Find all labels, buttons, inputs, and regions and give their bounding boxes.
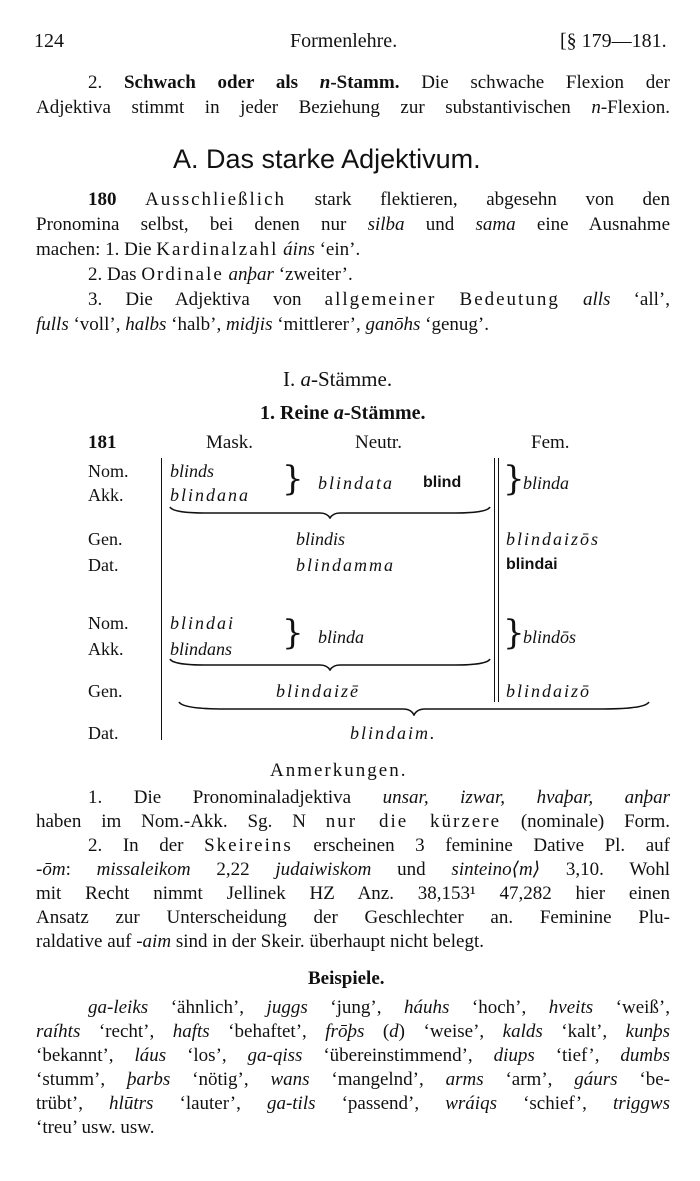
- gothic-word: juggs: [266, 997, 308, 1018]
- gothic-word: þarbs: [127, 1069, 171, 1090]
- gloss-text: ‘mangelnd’,: [309, 1069, 446, 1090]
- gothic-word: raíhts: [36, 1021, 81, 1042]
- gloss-text: ‘lauter’,: [153, 1093, 267, 1114]
- anm-line-3: 2. In der Skeireins erscheinen 3 feminine Dative Pl. auf: [88, 835, 671, 856]
- gloss-text: ) ‘weise’,: [398, 1021, 503, 1042]
- page-number: 124: [34, 30, 64, 52]
- pl-akk-m: blindans: [170, 639, 233, 659]
- beispiele-title: Beispiele.: [308, 968, 385, 989]
- p180-line-1: 180 Ausschließlich stark flektieren, abgesehn von den: [88, 189, 670, 210]
- gloss-text: ‘jung’,: [307, 997, 404, 1018]
- gloss-text: ‘stumm’,: [36, 1069, 127, 1090]
- sg-gen-f: blindaizōs: [506, 529, 601, 549]
- gloss-text: ‘recht’,: [80, 1021, 173, 1042]
- beispiele-line-3: [36, 1044, 670, 1068]
- row-pl-gen: Gen.: [88, 681, 123, 701]
- row-pl-dat: Dat.: [88, 723, 119, 743]
- gothic-word: hlūtrs: [109, 1093, 154, 1114]
- gloss-text: ‘schief’,: [496, 1093, 613, 1114]
- p180-line-5: 3. Die Adjektiva von allgemeiner Bedeutung alls ‘all’,: [88, 289, 671, 310]
- pl-nom-m: blindai: [170, 613, 236, 633]
- gloss-text: ‘bekannt’,: [36, 1045, 135, 1066]
- rule-left: [161, 458, 162, 740]
- anm-line-2: haben im Nom.-Akk. Sg. N nur die kürzere (nominale) Form.: [36, 811, 671, 832]
- sg-akk-m: blindana: [170, 485, 251, 505]
- gothic-word: wans: [270, 1069, 310, 1090]
- row-sg-dat: Dat.: [88, 555, 119, 575]
- gothic-word: ga-leiks: [88, 997, 149, 1018]
- anm-line-7: raldative auf -aim sind in der Skeir. überhaupt nicht belegt.: [36, 931, 484, 952]
- sg-nom-akk-f: blinda: [523, 473, 570, 493]
- gothic-word: kalds: [502, 1021, 543, 1042]
- schwach-line-2: Adjektiva stimmt in jeder Beziehung zur substantivischen n-Flexion.: [36, 97, 670, 118]
- gothic-word: triggws: [612, 1093, 670, 1114]
- gothic-word: hveits: [548, 997, 594, 1018]
- sg-nom-m: blinds: [170, 461, 215, 481]
- gothic-word: d: [389, 1021, 399, 1042]
- pl-gen-f: blindaizō: [506, 681, 592, 701]
- brace-pl-m: }: [282, 613, 304, 653]
- gothic-word: hafts: [172, 1021, 210, 1042]
- anm-line-5: mit Recht nimmt Jellinek HZ Anz. 38,153¹ 47,282 hier einen: [36, 883, 670, 904]
- heading-reine-a-staemme: 1. Reine a-Stämme.: [260, 402, 426, 424]
- sg-dat-f: blindai: [506, 556, 558, 573]
- col-mask: Mask.: [206, 432, 253, 453]
- gothic-word: dumbs: [620, 1045, 670, 1066]
- table-number: 181: [88, 432, 117, 453]
- brace-sg-m: }: [282, 459, 304, 499]
- heading-a-staemme: I. a-Stämme.: [283, 367, 393, 391]
- beispiele-line-4: [36, 1068, 670, 1092]
- rule-right-2: [498, 458, 499, 702]
- sg-dat-mn: blindamma: [296, 555, 395, 575]
- row-sg-akk: Akk.: [88, 485, 124, 505]
- gloss-text: ‘kalt’,: [542, 1021, 626, 1042]
- gloss-text: ‘hoch’,: [449, 997, 549, 1018]
- pl-nom-akk-f: blindōs: [523, 627, 577, 647]
- brace-pl-f: }: [503, 613, 525, 653]
- col-fem: Fem.: [531, 432, 570, 453]
- anmerkungen-title: Anmerkungen.: [270, 760, 408, 781]
- anm-line-4: -ōm: missaleikom 2,22 judaiwiskom und sinteino⟨m⟩ 3,10. Wohl: [36, 859, 671, 880]
- sg-nom-akk-n: blindata: [318, 473, 395, 493]
- gloss-text: (: [364, 1021, 390, 1042]
- gloss-text: ‘übereinstimmend’,: [302, 1045, 494, 1066]
- pl-gen-mn: blindaizē: [276, 681, 360, 701]
- beispiele-line-2: [36, 1020, 670, 1044]
- p180-line-3: machen: 1. Die Kardinalzahl áins ‘ein’.: [36, 239, 361, 260]
- brace-sg-f: }: [503, 459, 525, 499]
- gothic-word: arms: [445, 1069, 484, 1090]
- underbrace-sg: [165, 505, 495, 519]
- schwach-line-1: 2. Schwach oder als n-Stamm. Die schwache Flexion der: [88, 72, 670, 93]
- row-pl-nom: Nom.: [88, 613, 129, 633]
- gothic-word: láus: [134, 1045, 167, 1066]
- gothic-word: wráiqs: [445, 1093, 497, 1114]
- gloss-text: ‘los’,: [166, 1045, 248, 1066]
- gothic-word: háuhs: [403, 997, 450, 1018]
- gothic-word: gáurs: [574, 1069, 618, 1090]
- running-title: Formenlehre.: [290, 30, 398, 52]
- p180-line-2: Pronomina selbst, bei denen nur silba und sama eine Ausnahme: [36, 214, 670, 235]
- anm-line-6: Ansatz zur Unterscheidung der Geschlechter an. Feminine Plu-: [36, 907, 670, 928]
- p180-line-4: 2. Das Ordinale anþar ‘zweiter’.: [88, 264, 353, 285]
- beispiele-line-5: [36, 1092, 670, 1116]
- pl-dat: blindaim.: [350, 723, 437, 743]
- beispiele-line-1: [88, 996, 670, 1020]
- p180-line-6: fulls ‘voll’, halbs ‘halb’, midjis ‘mittlerer’, ganōhs ‘genug’.: [36, 314, 489, 335]
- gothic-word: ga-tils: [266, 1093, 316, 1114]
- gloss-text: ‘ähnlich’,: [148, 997, 267, 1018]
- underbrace-pl-mn: [165, 657, 495, 671]
- row-pl-akk: Akk.: [88, 639, 124, 659]
- col-neutr: Neutr.: [355, 432, 402, 453]
- gloss-text: trübt’,: [36, 1093, 110, 1114]
- gothic-word: kunþs: [625, 1021, 670, 1042]
- gloss-text: ‘treu’ usw. usw.: [36, 1117, 155, 1138]
- beispiele-line-6: [36, 1116, 155, 1140]
- gloss-text: ‘behaftet’,: [209, 1021, 326, 1042]
- gothic-word: ga-qiss: [247, 1045, 303, 1066]
- gothic-word: diups: [493, 1045, 535, 1066]
- anm-line-1: 1. Die Pronominaladjektiva unsar, izwar, hvaþar, anþar: [88, 787, 671, 808]
- gloss-text: ‘tief’,: [534, 1045, 621, 1066]
- gloss-text: ‘arm’,: [483, 1069, 575, 1090]
- sg-gen-mn: blindis: [296, 529, 346, 549]
- gloss-text: ‘be-: [617, 1069, 671, 1090]
- section-range: [§ 179—181.: [560, 30, 667, 52]
- gloss-text: ‘nötig’,: [170, 1069, 271, 1090]
- gothic-word: frōþs: [325, 1021, 365, 1042]
- gloss-text: ‘weiß’,: [593, 997, 670, 1018]
- heading-starke-adjektivum: A. Das starke Adjektivum.: [173, 144, 481, 174]
- pl-nom-akk-n: blinda: [318, 627, 365, 647]
- underbrace-pl-all: [175, 700, 653, 716]
- row-sg-gen: Gen.: [88, 529, 123, 549]
- sg-nom-akk-n-short: blind: [423, 474, 462, 491]
- row-sg-nom: Nom.: [88, 461, 129, 481]
- gloss-text: ‘passend’,: [315, 1093, 446, 1114]
